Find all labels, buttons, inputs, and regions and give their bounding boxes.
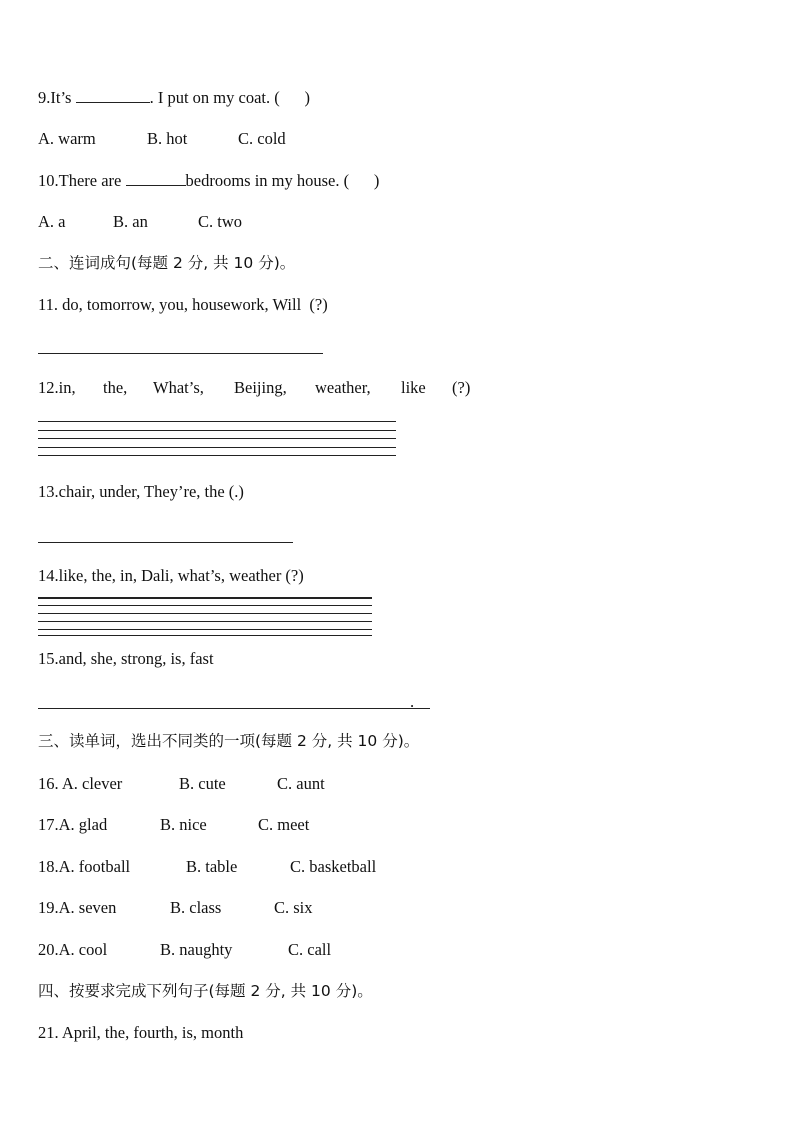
answer-line[interactable]: [38, 629, 372, 630]
question-21: 21. April, the, fourth, is, month: [38, 1023, 244, 1042]
word: What’s,: [153, 378, 204, 397]
option-a[interactable]: A. a: [38, 212, 66, 231]
answer-line[interactable]: [38, 597, 372, 599]
option-c[interactable]: C. cold: [238, 129, 286, 148]
question-text: It’s: [50, 88, 76, 107]
question-20[interactable]: 20.A. cool: [38, 940, 108, 959]
answer-line[interactable]: [38, 708, 430, 709]
question-text: bedrooms in my house. ( ): [185, 171, 380, 190]
option-b[interactable]: B. table: [186, 857, 238, 876]
section-heading-2: 二、连词成句(每题 2 分, 共 10 分)。: [38, 254, 296, 272]
question-15: 15.and, she, strong, is, fast: [38, 649, 214, 668]
question-19[interactable]: 19.A. seven: [38, 898, 117, 917]
answer-line[interactable]: [38, 605, 372, 606]
question-13: 13.chair, under, They’re, the (.): [38, 482, 244, 501]
answer-line[interactable]: [38, 542, 293, 543]
sentence-period: .: [410, 692, 415, 711]
question-14: 14.like, the, in, Dali, what’s, weather (?): [38, 566, 304, 585]
question-9: [38, 87, 310, 108]
question-16[interactable]: 16. A. clever: [38, 774, 123, 793]
section-heading-3: 三、读单词，选出不同类的一项(每题 2 分, 共 10 分)。: [38, 732, 420, 750]
word: in,: [58, 378, 76, 397]
word: like: [401, 378, 426, 397]
question-number: 12.: [38, 378, 59, 397]
answer-line[interactable]: [38, 621, 372, 622]
option-b[interactable]: B. nice: [160, 815, 207, 834]
option-c[interactable]: C. meet: [258, 815, 310, 834]
word: the,: [103, 378, 128, 397]
word: weather,: [315, 378, 371, 397]
option-b[interactable]: B. naughty: [160, 940, 233, 959]
question-10: [38, 170, 379, 191]
option-a[interactable]: A. warm: [38, 129, 96, 148]
answer-line[interactable]: [38, 421, 396, 422]
answer-line[interactable]: [38, 613, 372, 614]
question-text: There are: [58, 171, 126, 190]
option-b[interactable]: B. an: [113, 212, 148, 231]
question-number: 9.: [38, 88, 51, 107]
answer-line[interactable]: [38, 430, 396, 431]
question-17[interactable]: 17.A. glad: [38, 815, 108, 834]
question-text: . I put on my coat. ( ): [149, 88, 310, 107]
option-b[interactable]: B. class: [170, 898, 222, 917]
answer-blank[interactable]: [76, 87, 150, 103]
option-c[interactable]: C. two: [198, 212, 243, 231]
question-number: 10.: [38, 171, 59, 190]
answer-line[interactable]: [38, 455, 396, 456]
answer-line[interactable]: [38, 438, 396, 439]
word: Beijing,: [234, 378, 287, 397]
section-heading-4: 四、按要求完成下列句子(每题 2 分, 共 10 分)。: [38, 982, 373, 1000]
option-b[interactable]: B. hot: [147, 129, 188, 148]
option-c[interactable]: C. call: [288, 940, 332, 959]
question-18[interactable]: 18.A. football: [38, 857, 131, 876]
answer-line[interactable]: [38, 353, 323, 354]
answer-line[interactable]: [38, 447, 396, 448]
answer-blank[interactable]: [126, 170, 186, 186]
option-b[interactable]: B. cute: [179, 774, 226, 793]
option-c[interactable]: C. aunt: [277, 774, 325, 793]
option-c[interactable]: C. six: [274, 898, 313, 917]
option-c[interactable]: C. basketball: [290, 857, 377, 876]
word: (?): [452, 378, 471, 397]
question-11: 11. do, tomorrow, you, housework, Will (?): [38, 295, 328, 314]
answer-line[interactable]: [38, 635, 372, 636]
